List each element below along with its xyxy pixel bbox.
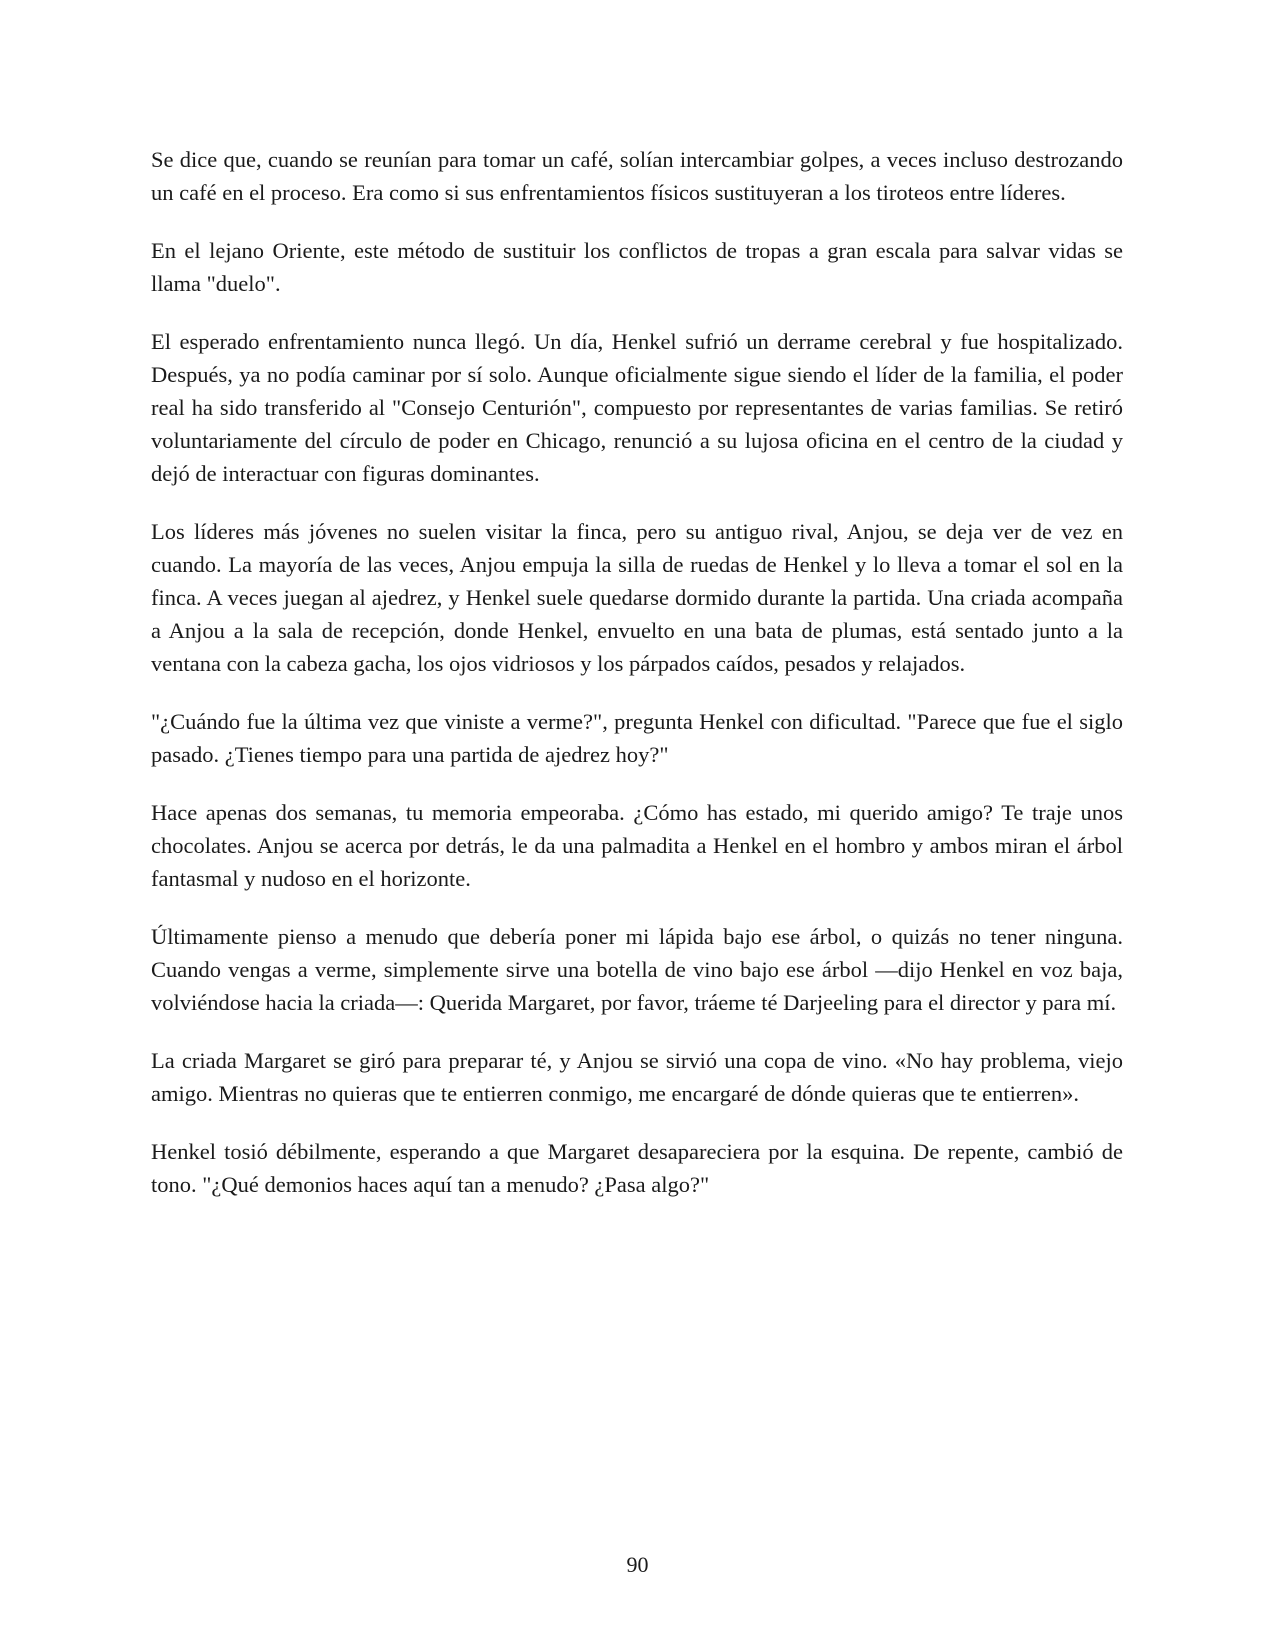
paragraph-2: En el lejano Oriente, este método de sustituir los conflictos de tropas a gran escala para salvar vidas se llama "duelo". [151, 238, 1123, 296]
paragraph-7: Últimamente pienso a menudo que debería poner mi lápida bajo ese árbol, o quizás no tener ninguna. Cuando vengas a verme, simplemente sirve una botella de vino bajo ese árbol —dijo Henkel en voz baja, volviéndose hacia la criada—: Querida Margaret, por favor, tráeme té Darjeeling para el director y para mí. [151, 924, 1123, 1015]
paragraph-8: La criada Margaret se giró para preparar té, y Anjou se sirvió una copa de vino. «No hay problema, viejo amigo. Mientras no quieras que te entierren conmigo, me encargaré de dónde quieras que te entierren». [151, 1048, 1123, 1106]
paragraph-1: Se dice que, cuando se reunían para tomar un café, solían intercambiar golpes, a veces incluso destrozando un café en el proceso. Era como si sus enfrentamientos físicos sustituyeran a los tiroteos entre líderes. [151, 147, 1123, 205]
page-body [151, 143, 1123, 1226]
paragraph-6: Hace apenas dos semanas, tu memoria empeoraba. ¿Cómo has estado, mi querido amigo? Te traje unos chocolates. Anjou se acerca por detrás, le da una palmadita a Henkel en el hombro y ambos miran el árbol fantasmal y nudoso en el horizonte. [151, 800, 1123, 891]
paragraph-9: Henkel tosió débilmente, esperando a que Margaret desapareciera por la esquina. De repente, cambió de tono. "¿Qué demonios haces aquí tan a menudo? ¿Pasa algo?" [151, 1139, 1123, 1197]
paragraph-3: El esperado enfrentamiento nunca llegó. Un día, Henkel sufrió un derrame cerebral y fue hospitalizado. Después, ya no podía caminar por sí solo. Aunque oficialmente sigue siendo el líder de la familia, el poder real ha sido transferido al "Consejo Centurión", compuesto por representantes de varias familias. Se retiró voluntariamente del círculo de poder en Chicago, renunció a su lujosa oficina en el centro de la ciudad y dejó de interactuar con figuras dominantes. [151, 329, 1123, 486]
paragraph-4: Los líderes más jóvenes no suelen visitar la finca, pero su antiguo rival, Anjou, se deja ver de vez en cuando. La mayoría de las veces, Anjou empuja la silla de ruedas de Henkel y lo lleva a tomar el sol en la finca. A veces juegan al ajedrez, y Henkel suele quedarse dormido durante la partida. Una criada acompaña a Anjou a la sala de recepción, donde Henkel, envuelto en una bata de plumas, está sentado junto a la ventana con la cabeza gacha, los ojos vidriosos y los párpados caídos, pesados y relajados. [151, 519, 1123, 676]
page-number: 90 [626, 1552, 649, 1577]
paragraph-5: "¿Cuándo fue la última vez que viniste a verme?", pregunta Henkel con dificultad. "Parece que fue el siglo pasado. ¿Tienes tiempo para una partida de ajedrez hoy?" [151, 709, 1123, 767]
